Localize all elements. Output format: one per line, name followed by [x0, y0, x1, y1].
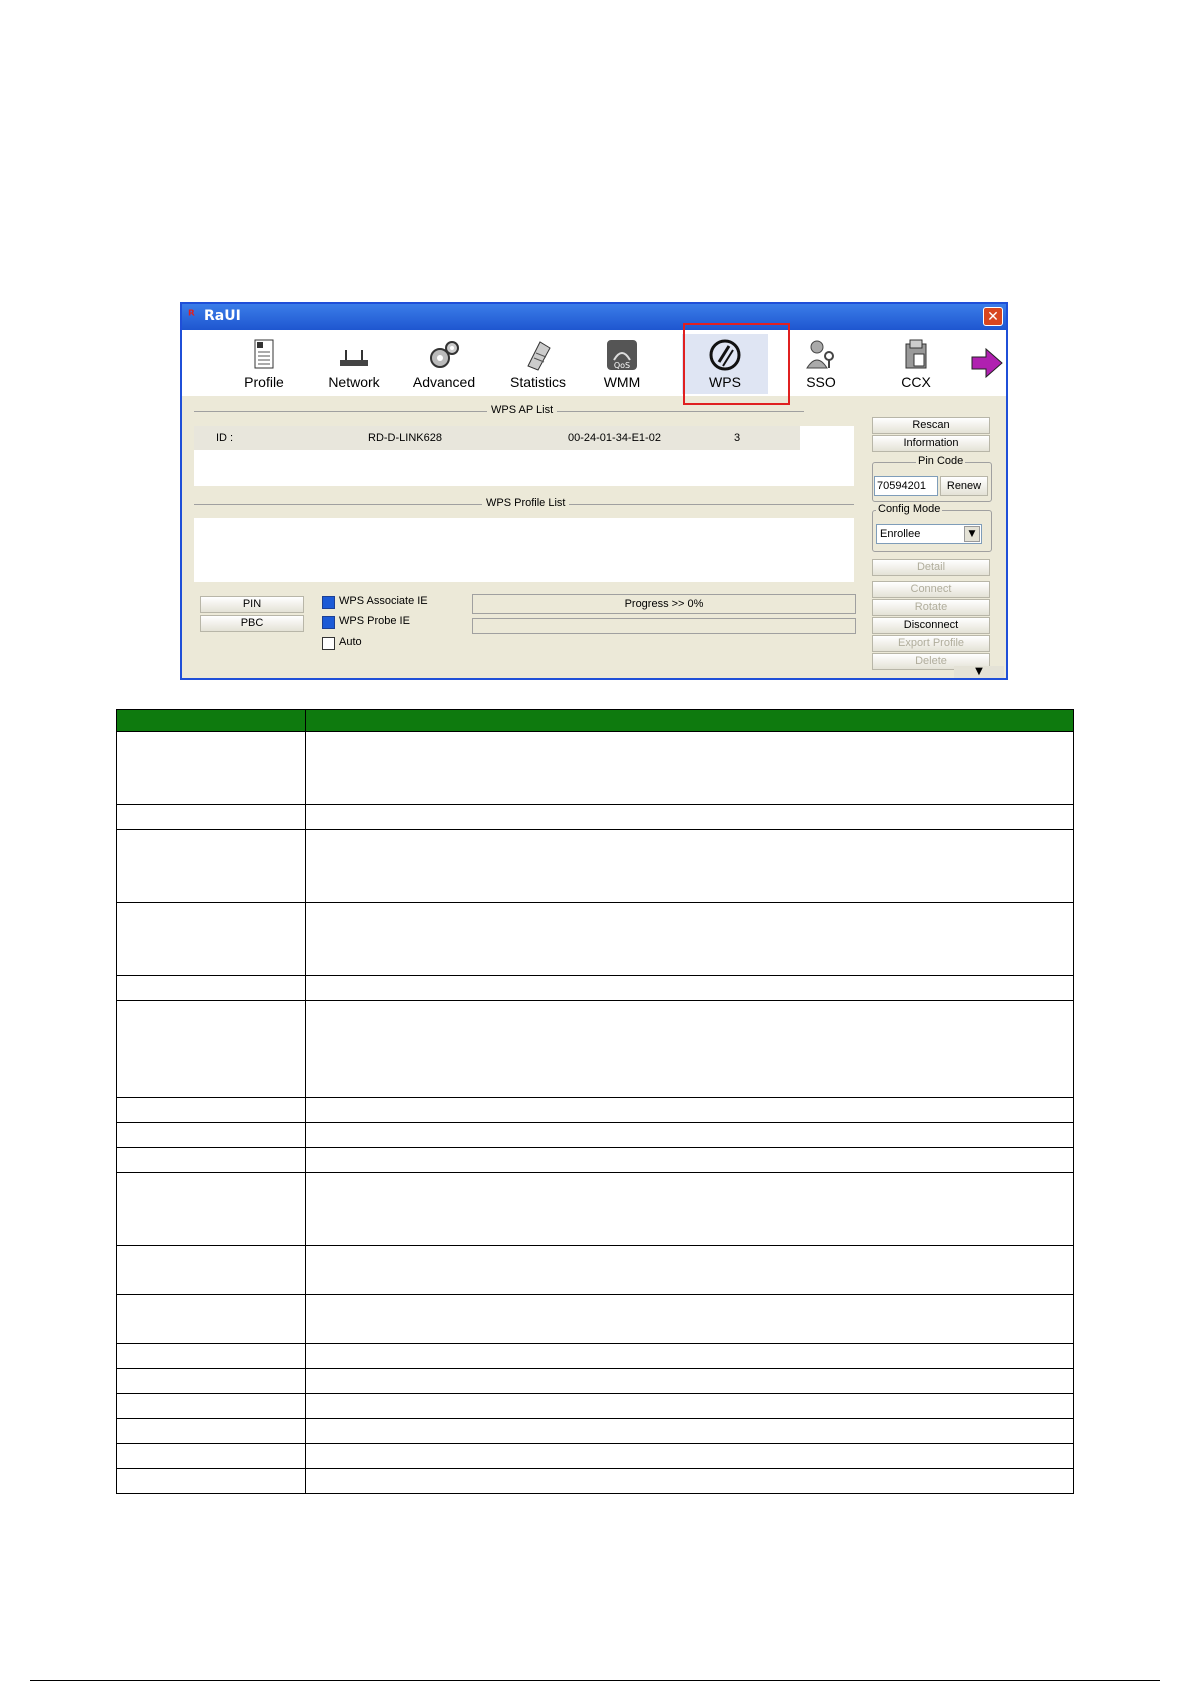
table-cell — [306, 805, 1074, 830]
table-cell — [117, 1469, 306, 1494]
chevron-down-icon[interactable]: ▼ — [964, 526, 980, 542]
wps-associate-ie-checkbox[interactable] — [322, 596, 335, 609]
tab-label: WPS — [709, 374, 741, 390]
ap-ssid: RD-D-LINK628 — [368, 432, 442, 444]
table-row — [117, 1344, 1074, 1369]
table-row — [117, 1001, 1074, 1098]
table-cell — [306, 1394, 1074, 1419]
wps-highlight-frame — [683, 323, 790, 405]
table-row — [117, 1444, 1074, 1469]
table-row — [117, 1419, 1074, 1444]
table-row — [117, 903, 1074, 976]
tab-label: CCX — [901, 374, 931, 390]
wps-probe-ie-checkbox[interactable] — [322, 616, 335, 629]
svg-text:QoS: QoS — [613, 361, 631, 370]
tab-sso[interactable] — [781, 336, 861, 392]
pbc-button[interactable]: PBC — [200, 615, 304, 632]
config-mode-label: Config Mode — [878, 503, 941, 515]
table-cell — [306, 1469, 1074, 1494]
rescan-button[interactable]: Rescan — [872, 417, 990, 434]
raui-window — [180, 302, 1008, 680]
scroll-down-icon[interactable]: ▼ — [954, 666, 1004, 678]
connect-button[interactable]: Connect — [872, 581, 990, 598]
tab-label: Network — [328, 374, 380, 390]
footer-rule — [30, 1680, 1160, 1681]
ap-channel: 3 — [734, 432, 741, 444]
table-header-row — [117, 710, 1074, 732]
information-button[interactable]: Information — [872, 435, 990, 452]
header-cell — [117, 710, 306, 732]
table-cell — [117, 1369, 306, 1394]
toolbar — [182, 330, 1006, 396]
table-cell — [117, 903, 306, 976]
list-item[interactable] — [194, 426, 800, 450]
status-bar — [472, 618, 856, 634]
progress-bar: Progress >> 0% — [472, 594, 856, 614]
tab-wmm[interactable] — [582, 336, 662, 392]
renew-button[interactable]: Renew — [940, 476, 988, 496]
delete-button[interactable]: Delete — [872, 653, 990, 670]
wps-associate-ie-label: WPS Associate IE — [339, 595, 428, 607]
table-cell — [117, 1344, 306, 1369]
table-row — [117, 1173, 1074, 1246]
statistics-icon — [520, 338, 556, 372]
table-cell — [117, 1001, 306, 1098]
tab-ccx[interactable] — [876, 336, 956, 392]
close-button[interactable]: ✕ — [983, 307, 1003, 326]
table-row — [117, 1148, 1074, 1173]
table-cell — [117, 1444, 306, 1469]
table-cell — [306, 1369, 1074, 1394]
table-cell — [306, 1148, 1074, 1173]
table-cell — [117, 1295, 306, 1344]
table-cell — [306, 1419, 1074, 1444]
table-cell — [117, 1123, 306, 1148]
config-mode-value: Enrollee — [880, 528, 921, 540]
tab-label: WMM — [603, 374, 641, 390]
tab-label: Advanced — [412, 374, 476, 390]
arrow-right-icon[interactable] — [970, 346, 1004, 380]
ap-list-label: WPS AP List — [487, 404, 557, 416]
ap-bssid: 00-24-01-34-E1-02 — [568, 432, 661, 444]
profile-icon — [246, 338, 282, 372]
config-mode-select[interactable] — [876, 524, 982, 544]
table-row — [117, 732, 1074, 805]
table-row — [117, 1369, 1074, 1394]
ccx-icon — [898, 338, 934, 372]
header-cell — [306, 710, 1074, 732]
table-cell — [306, 1001, 1074, 1098]
wps-probe-ie-label: WPS Probe IE — [339, 615, 410, 627]
table-cell — [117, 1246, 306, 1295]
rotate-button[interactable]: Rotate — [872, 599, 990, 616]
title-bar — [182, 304, 1006, 330]
table-row — [117, 830, 1074, 903]
table-cell — [306, 1295, 1074, 1344]
table-cell — [306, 903, 1074, 976]
detail-button[interactable]: Detail — [872, 559, 990, 576]
export-profile-button[interactable]: Export Profile — [872, 635, 990, 652]
wmm-icon — [604, 338, 640, 372]
tab-label: Statistics — [509, 374, 566, 390]
table-row — [117, 1295, 1074, 1344]
auto-checkbox[interactable] — [322, 637, 335, 650]
description-table — [116, 709, 1074, 1494]
table-cell — [306, 1173, 1074, 1246]
tab-profile[interactable] — [224, 336, 304, 392]
pin-code-field[interactable]: 70594201 — [874, 476, 938, 496]
advanced-icon — [426, 338, 462, 372]
table-cell — [306, 1444, 1074, 1469]
table-cell — [306, 830, 1074, 903]
table-cell — [117, 1148, 306, 1173]
sso-icon — [803, 338, 839, 372]
auto-label: Auto — [339, 636, 362, 648]
table-cell — [306, 1246, 1074, 1295]
ap-id-label: ID : — [216, 432, 234, 444]
tab-label: SSO — [806, 374, 836, 390]
table-row — [117, 1246, 1074, 1295]
table-cell — [117, 732, 306, 805]
table-cell — [306, 1344, 1074, 1369]
raui-logo-icon: ᴿ — [188, 308, 195, 324]
table-cell — [117, 976, 306, 1001]
table-cell — [117, 830, 306, 903]
table-cell — [117, 805, 306, 830]
pin-button[interactable]: PIN — [200, 596, 304, 613]
tab-network[interactable] — [314, 336, 394, 392]
table-cell — [306, 1098, 1074, 1123]
tab-label: Profile — [244, 374, 284, 390]
window-title: RaUI — [204, 308, 241, 324]
table-row — [117, 1123, 1074, 1148]
table-row — [117, 805, 1074, 830]
tab-advanced[interactable] — [404, 336, 484, 392]
wps-profile-list[interactable] — [194, 518, 854, 582]
table-cell — [117, 1098, 306, 1123]
table-cell — [306, 976, 1074, 1001]
table-cell — [306, 1123, 1074, 1148]
table-cell — [117, 1419, 306, 1444]
wps-ap-list[interactable] — [194, 426, 854, 486]
table-row — [117, 1098, 1074, 1123]
table-cell — [117, 1173, 306, 1246]
table-cell — [117, 1394, 306, 1419]
pin-code-label: Pin Code — [918, 455, 964, 467]
table-cell — [306, 732, 1074, 805]
network-icon — [336, 338, 372, 372]
table-row — [117, 1469, 1074, 1494]
tab-statistics[interactable] — [498, 336, 578, 392]
table-row — [117, 1394, 1074, 1419]
disconnect-button[interactable]: Disconnect — [872, 617, 990, 634]
table-row — [117, 976, 1074, 1001]
profile-list-label: WPS Profile List — [482, 497, 569, 509]
